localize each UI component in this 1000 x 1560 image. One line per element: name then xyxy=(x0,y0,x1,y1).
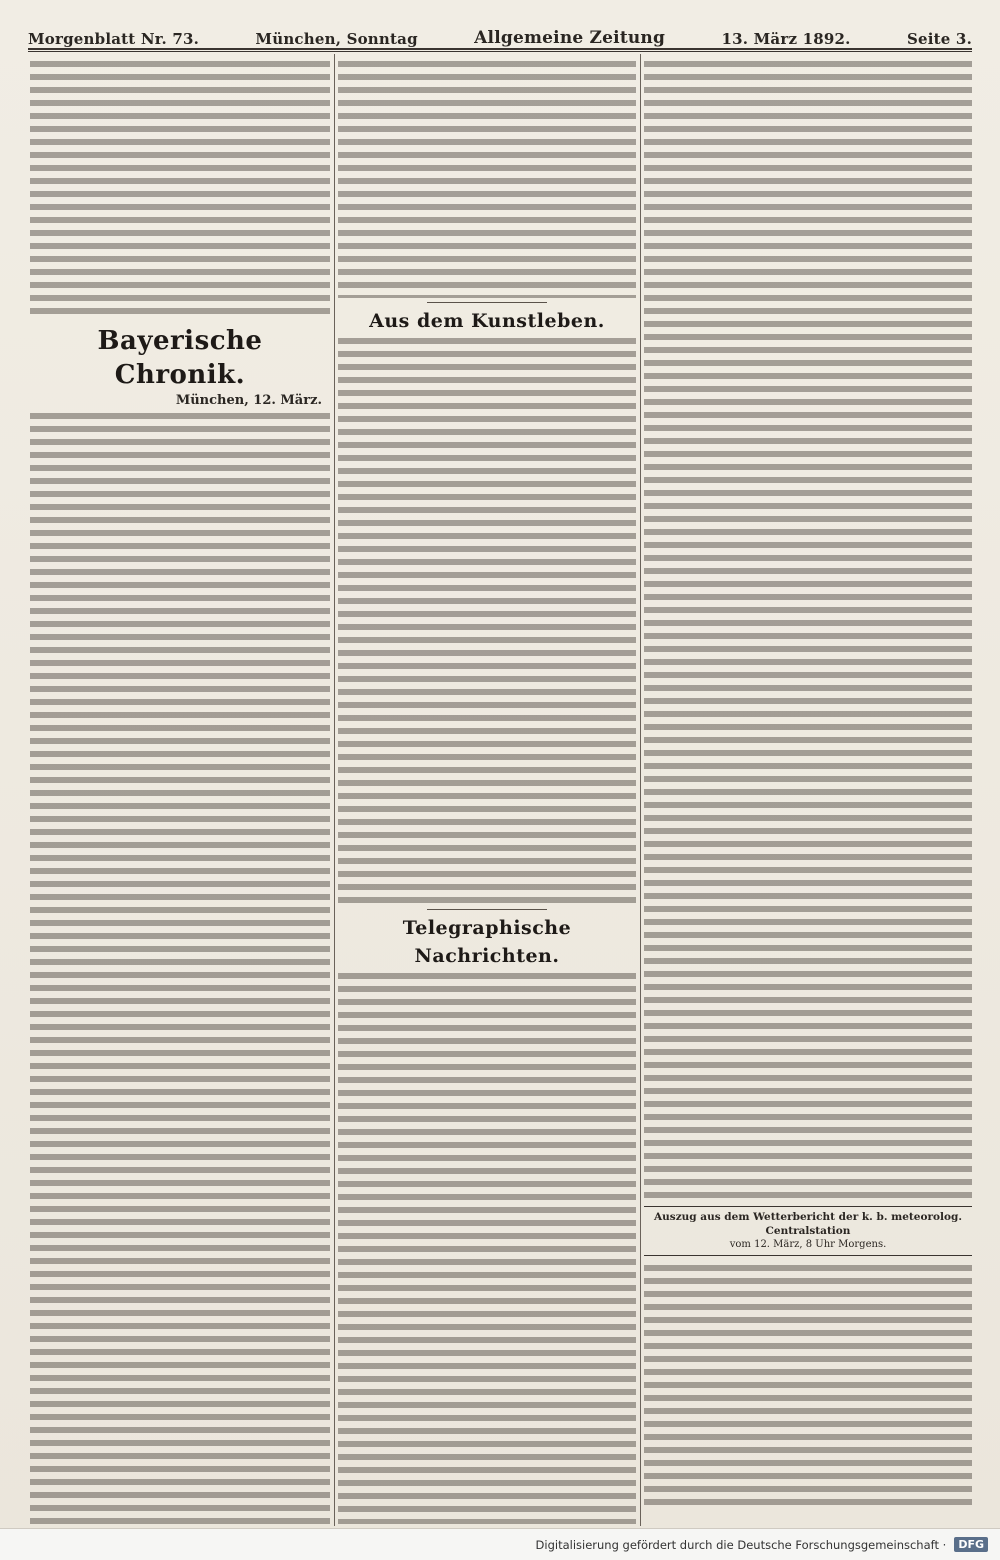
dfg-logo: DFG xyxy=(954,1537,988,1552)
header-issue: Morgenblatt Nr. 73. xyxy=(28,30,200,48)
column-3 xyxy=(644,58,972,1524)
header-date: 13. März 1892. xyxy=(721,30,851,48)
header-page-number: Seite 3. xyxy=(906,30,972,48)
page-header xyxy=(28,26,972,48)
column-divider-2 xyxy=(640,54,641,1526)
header-place-date: München, Sonntag xyxy=(255,30,418,48)
column-2 xyxy=(338,58,636,1524)
weather-report-title: Auszug aus dem Wetterbericht der k. b. meteorolog. Centralstation xyxy=(654,1211,962,1237)
digitization-footer xyxy=(0,1528,1000,1560)
article-text-block xyxy=(338,335,636,905)
article-text-block xyxy=(644,58,972,1198)
section-title-bayerische-chronik: Bayerische Chronik. xyxy=(97,326,263,390)
section-title-telegraphische-nachrichten: Telegraphische Nachrichten. xyxy=(402,917,572,967)
column-1 xyxy=(30,58,330,1524)
article-text-block xyxy=(30,58,330,316)
header-paper-title: Allgemeine Zeitung xyxy=(474,28,666,48)
section-title-kunstleben: Aus dem Kunstleben. xyxy=(369,310,605,332)
weather-report-subtitle: vom 12. März, 8 Uhr Morgens. xyxy=(729,1239,887,1250)
column-divider-1 xyxy=(334,54,335,1526)
section-divider xyxy=(427,909,547,910)
article-text-block xyxy=(338,970,636,1524)
article-text-block xyxy=(30,410,330,1524)
header-rule xyxy=(28,48,972,50)
section-divider xyxy=(427,302,547,303)
header-rule-thin xyxy=(28,51,972,52)
article-text-block xyxy=(338,58,636,298)
weather-report-text xyxy=(644,1262,972,1512)
footer-funding-note: Digitalisierung gefördert durch die Deutsche Forschungsgemeinschaft · xyxy=(535,1537,947,1552)
weather-report-box xyxy=(644,1206,972,1256)
dateline-muenchen: München, 12. März. xyxy=(175,393,322,408)
